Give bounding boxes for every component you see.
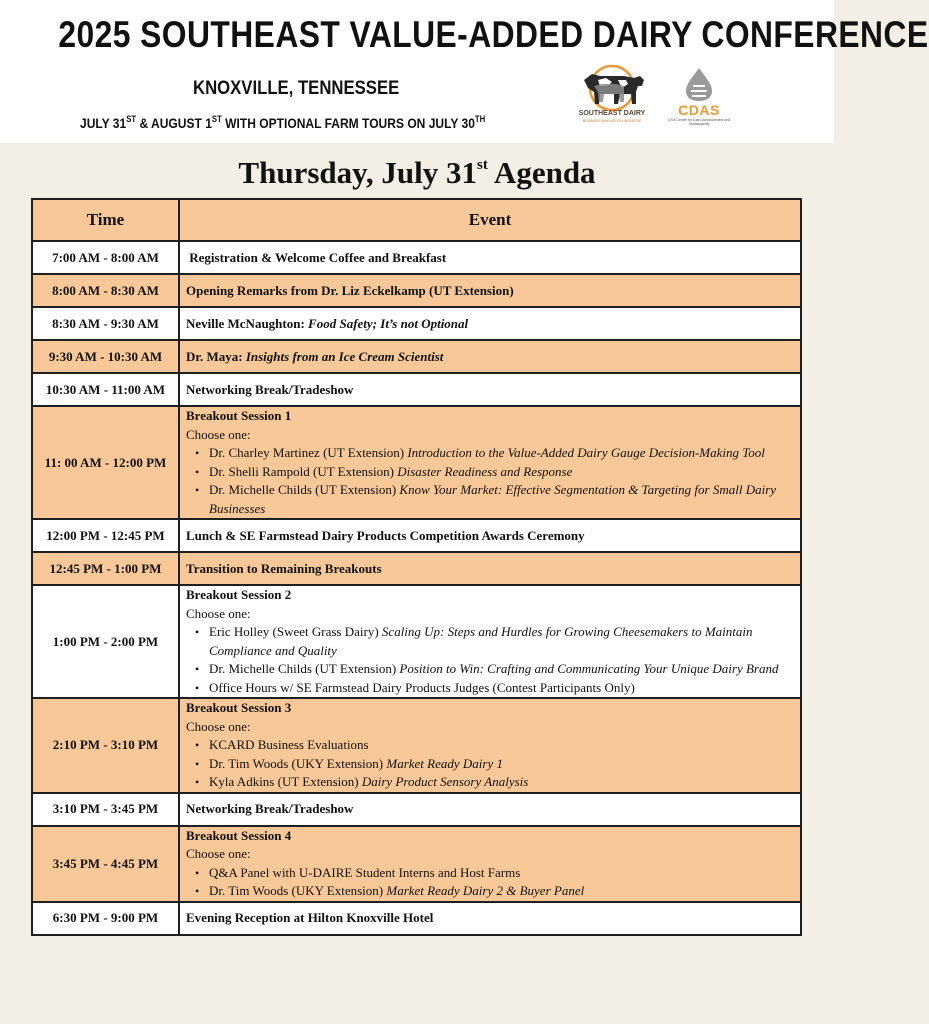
table-row-breakout-1 <box>32 406 801 519</box>
cdas-logo-tagline: UTIA Center for Dairy Advancement and Sustainability <box>667 118 731 126</box>
choose-label: Choose one: <box>186 605 251 621</box>
talk-title: Dairy Product Sensory Analysis <box>361 774 529 789</box>
talk-title: Disaster Readiness and Response <box>397 463 573 479</box>
dates-part1: JULY 31 <box>80 115 127 131</box>
talk-title: Food Safety; It’s not Optional <box>308 315 469 331</box>
row-time: 3:10 PM - 3:45 PM <box>32 793 179 826</box>
row-time: 10:30 AM - 11:00 AM <box>32 373 179 406</box>
time-column-header: Time <box>32 199 179 241</box>
table-row <box>32 274 801 307</box>
table-row <box>32 793 801 826</box>
session-options <box>186 444 794 518</box>
speaker-name: Eric Holley (Sweet Grass Dairy) <box>209 624 382 639</box>
row-event <box>179 340 801 373</box>
table-row-breakout-3 <box>32 698 801 793</box>
session-title: Breakout Session 4 <box>186 827 292 843</box>
speaker-name: Dr. Charley Martinez (UT Extension) <box>209 445 408 460</box>
list-item <box>186 755 794 774</box>
talk-title: Scaling Up: Steps and Hurdles for Growing Cheesemakers to Maintain Compliance and Quality <box>209 624 753 658</box>
row-time: 12:45 PM - 1:00 PM <box>32 552 179 585</box>
table-row <box>32 307 801 340</box>
row-time: 8:30 AM - 9:30 AM <box>32 307 179 340</box>
conference-dates <box>80 114 485 131</box>
speaker-name: Dr. Michelle Childs (UT Extension) <box>209 661 400 676</box>
dates-sup2: ST <box>211 114 222 124</box>
session-options <box>186 736 794 792</box>
cow-icon <box>572 64 652 112</box>
row-event: Networking Break/Tradeshow <box>179 793 801 826</box>
row-time: 2:10 PM - 3:10 PM <box>32 698 179 793</box>
table-row <box>32 241 801 274</box>
speaker-name: Dr. Michelle Childs (UT Extension) <box>209 482 400 497</box>
row-event <box>179 406 801 519</box>
cdas-logo <box>664 66 734 128</box>
row-event <box>179 826 801 902</box>
row-time: 8:00 AM - 8:30 AM <box>32 274 179 307</box>
speaker-name: Q&A Panel with U-DAIRE Student Interns and Host Farms <box>209 864 521 880</box>
agenda-title-sup: st <box>477 157 488 173</box>
table-row <box>32 902 801 935</box>
session-options <box>186 864 794 901</box>
row-event: Lunch & SE Farmstead Dairy Products Competition Awards Ceremony <box>179 519 801 552</box>
table-row <box>32 519 801 552</box>
agenda-title-main: Thursday, July 31 <box>238 155 478 190</box>
choose-label: Choose one: <box>186 718 251 734</box>
agenda-title-tail: Agenda <box>487 155 596 190</box>
talk-title: Position to Win: Crafting and Communicating Your Unique Dairy Brand <box>399 661 779 676</box>
speaker-name: Dr. Tim Woods (UKY Extension) <box>209 755 387 771</box>
southeast-dairy-logo-text: SOUTHEAST DAIRY <box>578 110 646 117</box>
row-event: Transition to Remaining Breakouts <box>179 552 801 585</box>
talk-title: Introduction to the Value-Added Dairy Gauge Decision-Making Tool <box>407 445 765 460</box>
list-item <box>186 864 794 883</box>
dates-part3: WITH OPTIONAL FARM TOURS ON JULY 30 <box>221 115 475 131</box>
talk-title: Insights from an Ice Cream Scientist <box>245 348 444 364</box>
milk-drop-icon <box>664 66 734 102</box>
choose-label: Choose one: <box>186 846 251 861</box>
dates-sup1: ST <box>126 114 137 124</box>
speaker-name: Dr. Shelli Rampold (UT Extension) <box>209 463 398 479</box>
table-header-row <box>32 199 801 241</box>
list-item <box>186 679 794 698</box>
session-title: Breakout Session 1 <box>186 408 292 423</box>
agenda-title <box>0 155 834 191</box>
talk-title: Know Your Market: Effective Segmentation & Targeting for Small Dairy Businesses <box>209 482 777 516</box>
list-item <box>186 773 794 792</box>
row-event <box>179 241 801 274</box>
southeast-dairy-logo <box>572 64 652 132</box>
table-row-breakout-4 <box>32 826 801 902</box>
dates-sup3: TH <box>474 114 486 124</box>
row-time: 7:00 AM - 8:00 AM <box>32 241 179 274</box>
list-item <box>186 481 794 518</box>
row-event: Evening Reception at Hilton Knoxville Hotel <box>179 902 801 935</box>
list-item <box>186 463 794 482</box>
speaker-name: Dr. Tim Woods (UKY Extension) <box>209 883 387 898</box>
table-row <box>32 373 801 406</box>
conference-title: 2025 SOUTHEAST VALUE-ADDED DAIRY CONFERENCE <box>58 14 929 55</box>
speaker-name: Kyla Adkins (UT Extension) <box>209 774 362 789</box>
row-time: 11: 00 AM - 12:00 PM <box>32 406 179 519</box>
row-time: 1:00 PM - 2:00 PM <box>32 585 179 698</box>
list-item <box>186 444 794 463</box>
list-item <box>186 882 794 901</box>
session-options <box>186 623 794 697</box>
speaker-name: Dr. Maya: <box>186 348 246 364</box>
row-time: 3:45 PM - 4:45 PM <box>32 826 179 902</box>
session-title: Breakout Session 3 <box>186 700 292 715</box>
row-event <box>179 698 801 793</box>
choose-label: Choose one: <box>186 426 251 442</box>
row-time: 12:00 PM - 12:45 PM <box>32 519 179 552</box>
speaker-name: KCARD Business Evaluations <box>209 737 369 752</box>
table-row <box>32 552 801 585</box>
event-text: Registration & Welcome Coffee and Breakfast <box>189 249 447 265</box>
table-row-breakout-2 <box>32 585 801 698</box>
list-item <box>186 660 794 679</box>
speaker-name: Neville McNaughton: <box>186 315 309 331</box>
table-row <box>32 340 801 373</box>
row-event: Opening Remarks from Dr. Liz Eckelkamp (UT Extension) <box>179 274 801 307</box>
row-event: Networking Break/Tradeshow <box>179 373 801 406</box>
conference-location: KNOXVILLE, TENNESSEE <box>193 78 400 99</box>
cdas-logo-text: CDAS <box>678 102 720 118</box>
row-time: 9:30 AM - 10:30 AM <box>32 340 179 373</box>
agenda-table <box>31 198 802 936</box>
header-banner <box>0 0 929 143</box>
row-time: 6:30 PM - 9:00 PM <box>32 902 179 935</box>
dates-part2: & AUGUST 1 <box>136 115 212 131</box>
list-item <box>186 623 794 660</box>
row-event <box>179 307 801 340</box>
southeast-dairy-logo-subtext: BUSINESS INNOVATION INITIATIVE <box>582 119 642 123</box>
row-event <box>179 585 801 698</box>
event-column-header: Event <box>179 199 801 241</box>
list-item <box>186 736 794 755</box>
speaker-name: Office Hours w/ SE Farmstead Dairy Products Judges (Contest Participants Only) <box>209 679 635 695</box>
session-title: Breakout Session 2 <box>186 587 292 602</box>
talk-title: Market Ready Dairy 1 <box>386 755 503 771</box>
talk-title: Market Ready Dairy 2 & Buyer Panel <box>386 883 585 898</box>
